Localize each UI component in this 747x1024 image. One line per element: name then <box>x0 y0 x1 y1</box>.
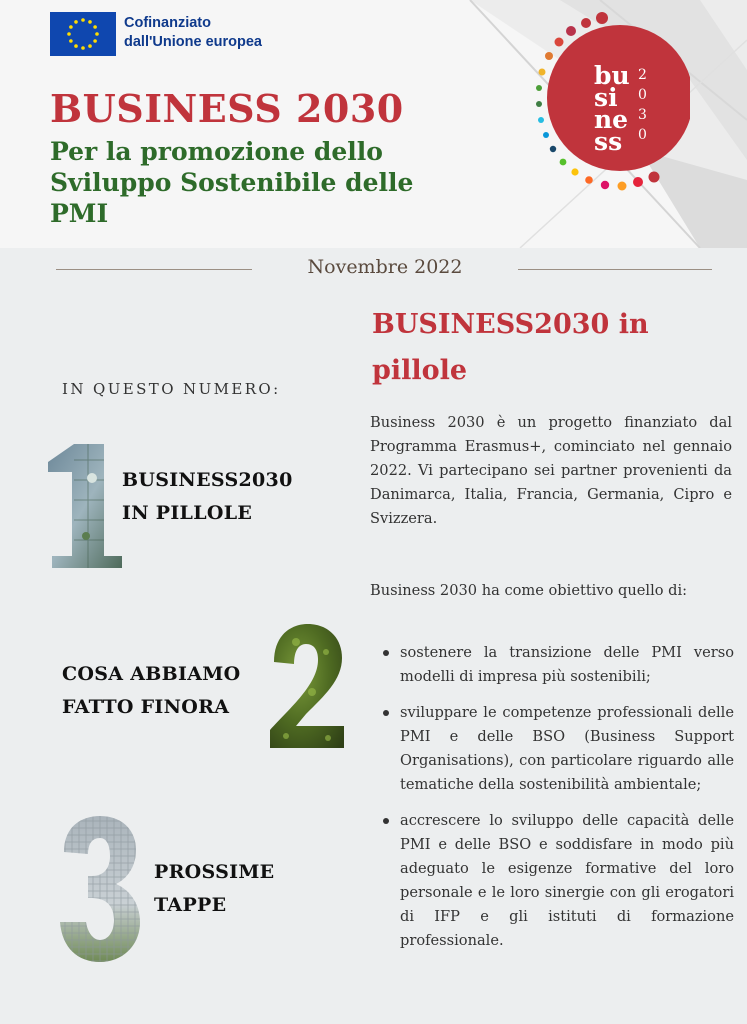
toc-item-1-line2: IN PILLOLE <box>122 502 253 524</box>
issue-date: Novembre 2022 <box>307 256 463 278</box>
eu-label-line1: Cofinanziato <box>124 15 211 31</box>
number-three-graphic <box>58 814 142 964</box>
list-item: sviluppare le competenze professionali delle PMI e delle BSO (Business Support Organisations), con particolare riguardo alle tematiche della sostenibilità ambientale; <box>380 701 734 797</box>
list-item: accrescere lo sviluppo delle capacità delle PMI e delle BSO e soddisfare in modo più adeguato le esigenze formative del loro personale e le loro sinergie con gli erogatori di IFP e gli istituti di formazione professionale. <box>380 809 734 953</box>
logo-text-line2: si <box>594 83 618 112</box>
number-one-graphic <box>44 440 126 570</box>
date-divider-right <box>518 269 712 270</box>
article-title <box>372 302 732 394</box>
number-two-graphic <box>266 622 346 750</box>
subtitle-line2: Sviluppo Sostenibile delle <box>50 168 414 197</box>
header <box>0 0 747 248</box>
toc-item-2-line1: COSA ABBIAMO <box>62 663 241 685</box>
logo-text-line4: ss <box>594 127 623 156</box>
toc-item-2-line2: FATTO FINORA <box>62 696 230 718</box>
article-title-line2: pillole <box>372 355 468 386</box>
toc-item-2[interactable] <box>62 658 240 724</box>
logo-year-digit: 0 <box>638 127 647 143</box>
logo-text-line3: ne <box>594 105 629 134</box>
article-title-line1: BUSINESS2030 in <box>372 309 649 340</box>
logo-text-line1: bu <box>594 61 630 90</box>
toc-item-3[interactable] <box>154 856 274 922</box>
eu-stars-icon <box>50 12 116 56</box>
main-title: BUSINESS 2030 <box>50 86 404 131</box>
toc-heading: IN QUESTO NUMERO: <box>62 380 281 398</box>
article-paragraph-1: Business 2030 è un progetto finanziato dal Programma Erasmus+, cominciato nel gennaio 2022. Vi partecipano sei partner provenienti da Danimarca, Italia, Francia, Germania, Cipro e Svizzera. <box>370 414 732 527</box>
toc-item-1-line1: BUSINESS2030 <box>122 469 293 491</box>
subtitle-line1: Per la promozione dello <box>50 137 383 166</box>
logo-year-digit: 3 <box>638 107 647 123</box>
eu-flag-icon <box>50 12 116 56</box>
list-item: sostenere la transizione delle PMI verso modelli di impresa più sostenibili; <box>380 641 734 689</box>
toc-item-1[interactable] <box>122 464 293 530</box>
toc-item-3-line1: PROSSIME <box>154 861 275 883</box>
eu-label-line2: dall'Unione europea <box>124 34 262 50</box>
eu-cofinancing-label <box>124 14 262 52</box>
logo-year-digit: 0 <box>638 87 647 103</box>
date-divider-left <box>56 269 252 270</box>
objectives-list <box>380 641 734 965</box>
logo-year-digit: 2 <box>638 67 647 83</box>
subtitle <box>50 136 470 229</box>
subtitle-line3: PMI <box>50 199 109 228</box>
business2030-logo <box>530 10 690 195</box>
article-paragraph-2: Business 2030 ha come obiettivo quello di: <box>370 582 688 599</box>
toc-item-3-line2: TAPPE <box>154 894 227 916</box>
